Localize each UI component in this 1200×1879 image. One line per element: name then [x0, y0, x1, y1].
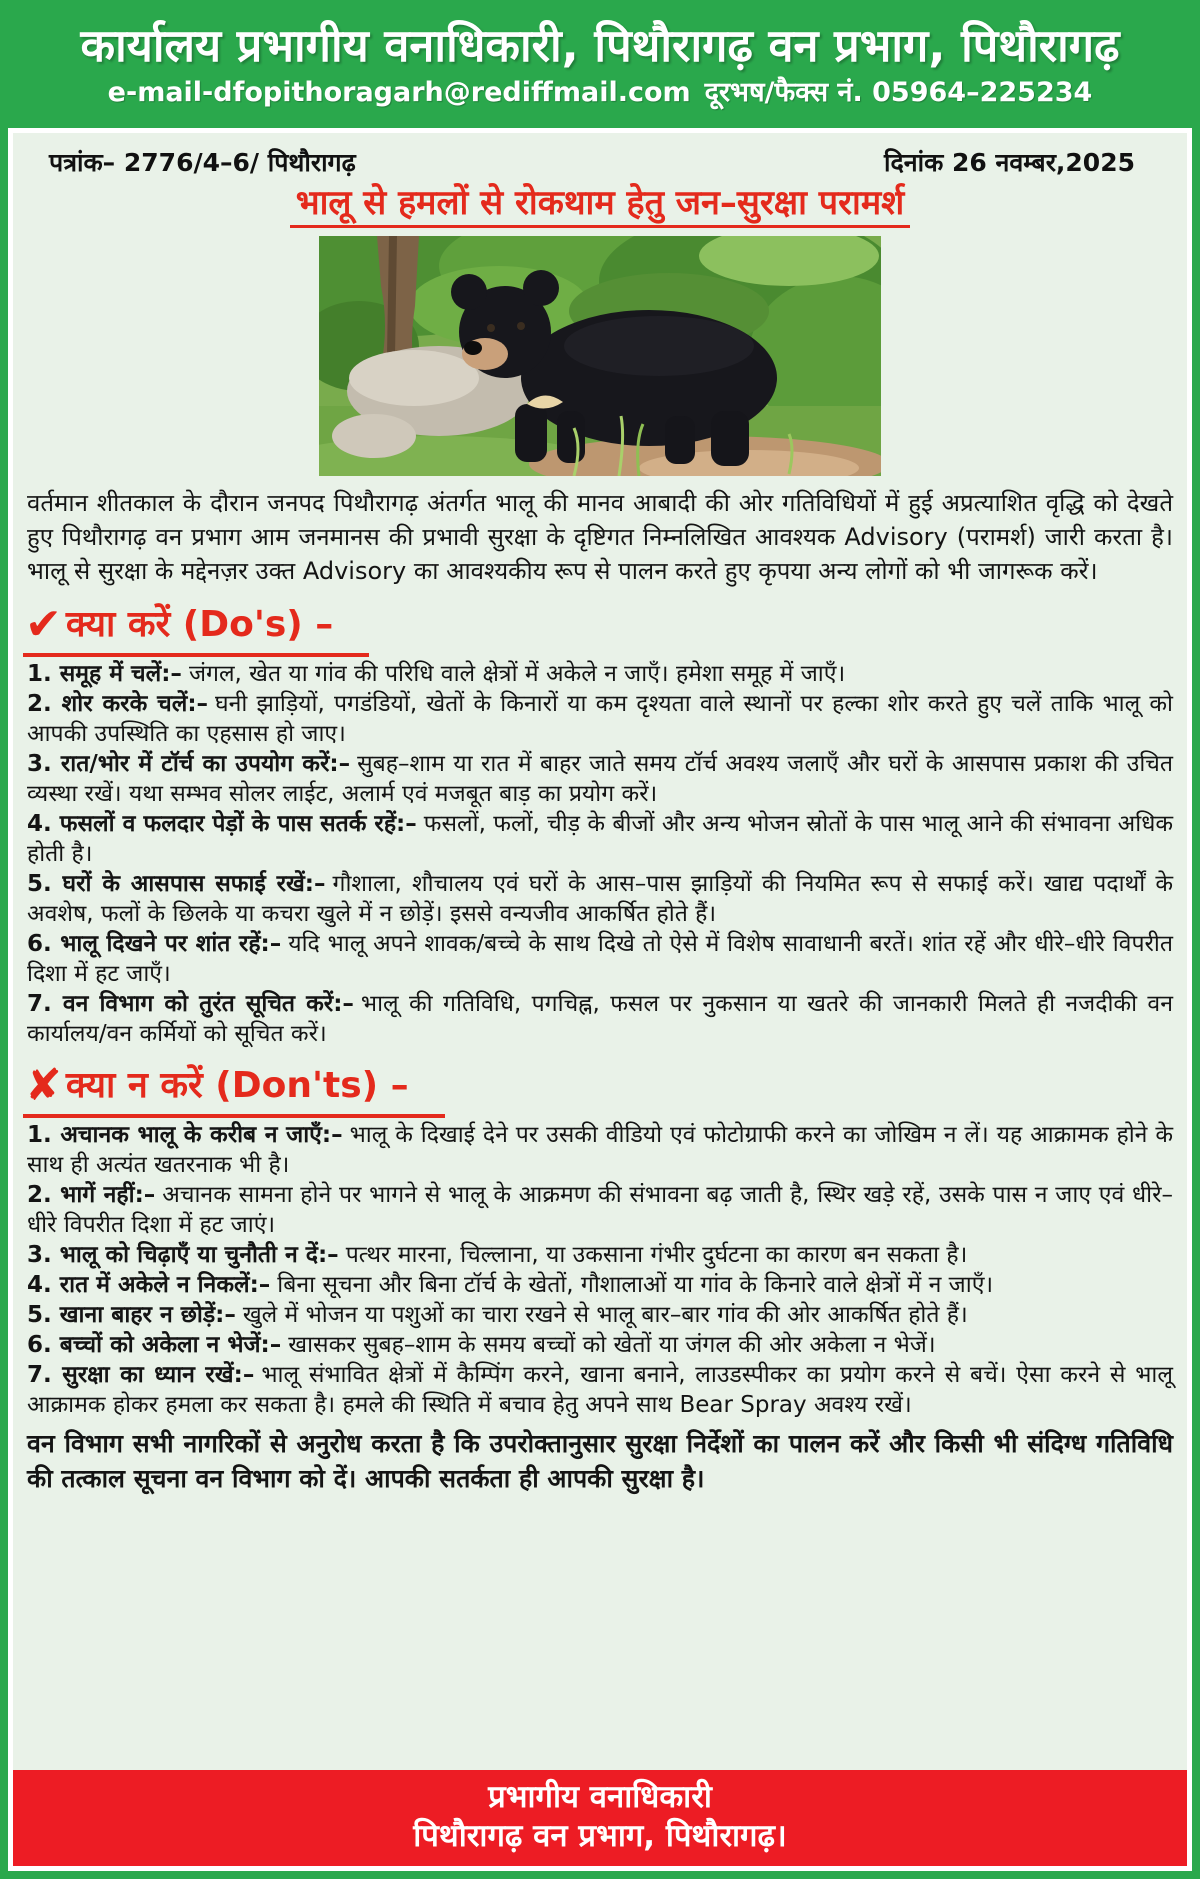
item-text: खासकर सुबह–शाम के समय बच्चों को खेतों या जंगल की ओर अकेला न भेजें।	[288, 1332, 936, 1358]
dos-item	[13, 869, 1187, 929]
dos-item	[13, 809, 1187, 869]
item-lead: 5. घरों के आसपास सफाई रखें:–	[27, 871, 326, 897]
donts-item	[13, 1180, 1187, 1240]
dos-heading: क्या करें (Do's) –	[65, 604, 334, 645]
email-text: e-mail-dfopithoragarh@rediffmail.com	[107, 77, 691, 108]
item-text: बिना सूचना और बिना टॉर्च के खेतों, गौशालाओं या गांव के किनारे वाले क्षेत्रों में न जाएँ।	[277, 1272, 994, 1298]
item-lead: 2. भागें नहीं:–	[27, 1182, 156, 1208]
checkmark-icon: ✔	[25, 599, 62, 650]
fax-number: दूरभष/फैक्स नं. 05964–225234	[704, 77, 1093, 108]
donts-item	[13, 1330, 1187, 1360]
item-lead: 4. रात में अकेले न निकलें:–	[27, 1272, 271, 1298]
signatory-designation: प्रभागीय वनाधिकारी	[488, 1779, 712, 1815]
advisory-title-row	[13, 183, 1187, 228]
item-lead: 6. बच्चों को अकेला न भेजें:–	[27, 1332, 282, 1358]
item-lead: 7. वन विभाग को तुरंत सूचित करें:–	[27, 991, 354, 1017]
letter-number: पत्रांक– 2776/4–6/ पिथौरागढ़	[49, 148, 356, 177]
dos-heading-row	[13, 598, 1187, 657]
item-text: खुले में भोजन या पशुओं का चारा रखने से भालू बार–बार गांव की ओर आकर्षित होते हैं।	[242, 1302, 968, 1328]
intro-paragraph: वर्तमान शीतकाल के दौरान जनपद पिथौरागढ़ अंतर्गत भालू की मानव आबादी की ओर गतिविधियों में हुई अप्रत्याशित वृद्धि को देखते हुए पिथौरागढ़ वन प्रभाग आम जनमानस की प्रभावी सुरक्षा के दृष्टिगत निम्नलिखित आवश्यक Advisory (परामर्श) जारी करता है। भालू से सुरक्षा के मद्देनज़र उक्त Advisory का आवश्यकीय रूप से पालन करते हुए कृपया अन्य लोगों को भी जागरूक करें।	[27, 489, 1173, 585]
item-lead: 6. भालू दिखने पर शांत रहें:–	[27, 931, 282, 957]
item-text: भालू की गतिविधि, पगचिह्न, फसल पर नुकसान या खतरे की जानकारी मिलते ही नजदीकी वन कार्यालय/वन कर्मियों को सूचित करें।	[27, 991, 1173, 1047]
office-title: कार्यालय प्रभागीय वनाधिकारी, पिथौरागढ़ वन प्रभाग, पिथौरागढ़	[80, 19, 1120, 72]
contact-line	[108, 75, 1093, 111]
item-text: जंगल, खेत या गांव की परिधि वाले क्षेत्रों में अकेले न जाएँ। हमेशा समूह में जाएँ।	[188, 661, 846, 687]
advisory-sheet	[8, 128, 1192, 1871]
item-lead: 3. भालू को चिढ़ाएँ या चुनौती न दें:–	[27, 1242, 339, 1268]
dos-item	[13, 689, 1187, 749]
item-lead: 1. समूह में चलें:–	[27, 661, 182, 687]
letterhead-header	[0, 0, 1200, 128]
cross-icon: ✘	[25, 1060, 62, 1111]
item-lead: 4. फसलों व फलदार पेड़ों के पास सतर्क रहें:–	[27, 811, 417, 837]
item-text: फसलों, फलों, चीड़ के बीजों और अन्य भोजन स्रोतों के पास भालू आने की संभावना अधिक होती है।	[27, 811, 1174, 867]
dos-item	[13, 749, 1187, 809]
donts-list	[13, 1120, 1187, 1420]
donts-item	[13, 1120, 1187, 1180]
donts-heading-row	[13, 1059, 1187, 1118]
item-lead: 5. खाना बाहर न छोड़ें:–	[27, 1302, 236, 1328]
item-lead: 1. अचानक भालू के करीब न जाएँ:–	[27, 1122, 343, 1148]
item-text: भालू के दिखाई देने पर उसकी वीडियो एवं फोटोग्राफी करने का जोखिम न लें। यह आक्रामक होने के साथ ही अत्यंत खतरनाक भी है।	[27, 1122, 1173, 1178]
signatory-division: पिथौरागढ़ वन प्रभाग, पिथौरागढ़।	[413, 1818, 787, 1854]
item-text: यदि भालू अपने शावक/बच्चे के साथ दिखे तो ऐसे में विशेष सावाधानी बरतें। शांत रहें और धीरे–धीरे विपरीत दिशा में हट जाएँ।	[27, 931, 1173, 987]
donts-item	[13, 1270, 1187, 1300]
dos-list	[13, 659, 1187, 1049]
item-text: भालू संभावित क्षेत्रों में कैम्पिंग करने, खाना बनाने, लाउडस्पीकर का प्रयोग करने से बचें। ऐसा करने से भालू आक्रामक होकर हमला कर सकता है। हमले की स्थिति में बचाव हेतु अपने साथ Bear Spray अवश्य रखें।	[27, 1362, 1173, 1418]
donts-item	[13, 1360, 1187, 1420]
donts-heading: क्या न करें (Don'ts) –	[65, 1065, 409, 1106]
item-text: सुबह–शाम या रात में बाहर जाते समय टॉर्च अवश्य जलाएँ और घरों के आसपास प्रकाश की उचित व्यस्था रखें। यथा सम्भव सोलर लाईट, अलार्म एवं मजबूत बाड़ का प्रयोग करें।	[27, 751, 1173, 807]
letter-date: दिनांक 26 नवम्बर,2025	[884, 148, 1135, 177]
dos-item	[13, 659, 1187, 689]
bear-photo	[319, 236, 881, 476]
item-text: अचानक सामना होने पर भागने से भालू के आक्रमण की संभावना बढ़ जाती है, स्थिर खड़े रहें, उसके पास न जाए एवं धीरे–धीरे विपरीत दिशा में हट जाएं।	[27, 1182, 1174, 1238]
dos-item	[13, 929, 1187, 989]
signature-band	[13, 1770, 1187, 1866]
ref-date-row	[13, 133, 1187, 179]
donts-item	[13, 1300, 1187, 1330]
dos-item	[13, 989, 1187, 1049]
item-lead: 3. रात/भोर में टॉर्च का उपयोग करें:–	[27, 751, 351, 777]
closing-paragraph: वन विभाग सभी नागरिकों से अनुरोध करता है कि उपरोक्तानुसार सुरक्षा निर्देशों का पालन करें और किसी भी संदिग्ध गतिविधि की तत्काल सूचना वन विभाग को दें। आपकी सतर्कता ही आपकी सुरक्षा है।	[27, 1429, 1173, 1493]
item-text: पत्थर मारना, चिल्लाना, या उकसाना गंभीर दुर्घटना का कारण बन सकता है।	[345, 1242, 968, 1268]
advisory-title: भालू से हमलों से रोकथाम हेतु जन–सुरक्षा परामर्श	[290, 183, 911, 228]
item-lead: 7. सुरक्षा का ध्यान रखें:–	[27, 1362, 255, 1388]
item-lead: 2. शोर करके चलें:–	[27, 691, 209, 717]
item-text: घनी झाड़ियों, पगडंडियों, खेतों के किनारों या कम दृश्यता वाले स्थानों पर हल्का शोर करते हुए चलें ताकि भालू को आपकी उपस्थिति का एहसास हो जाए।	[27, 691, 1173, 747]
item-text: गौशाला, शौचालय एवं घरों के आस–पास झाड़ियों की नियमित रूप से सफाई करें। खाद्य पदार्थों के अवशेष, फलों के छिलके या कचरा खुले में न छोड़ें। इससे वन्यजीव आकर्षित होते हैं।	[27, 871, 1173, 927]
donts-item	[13, 1240, 1187, 1270]
